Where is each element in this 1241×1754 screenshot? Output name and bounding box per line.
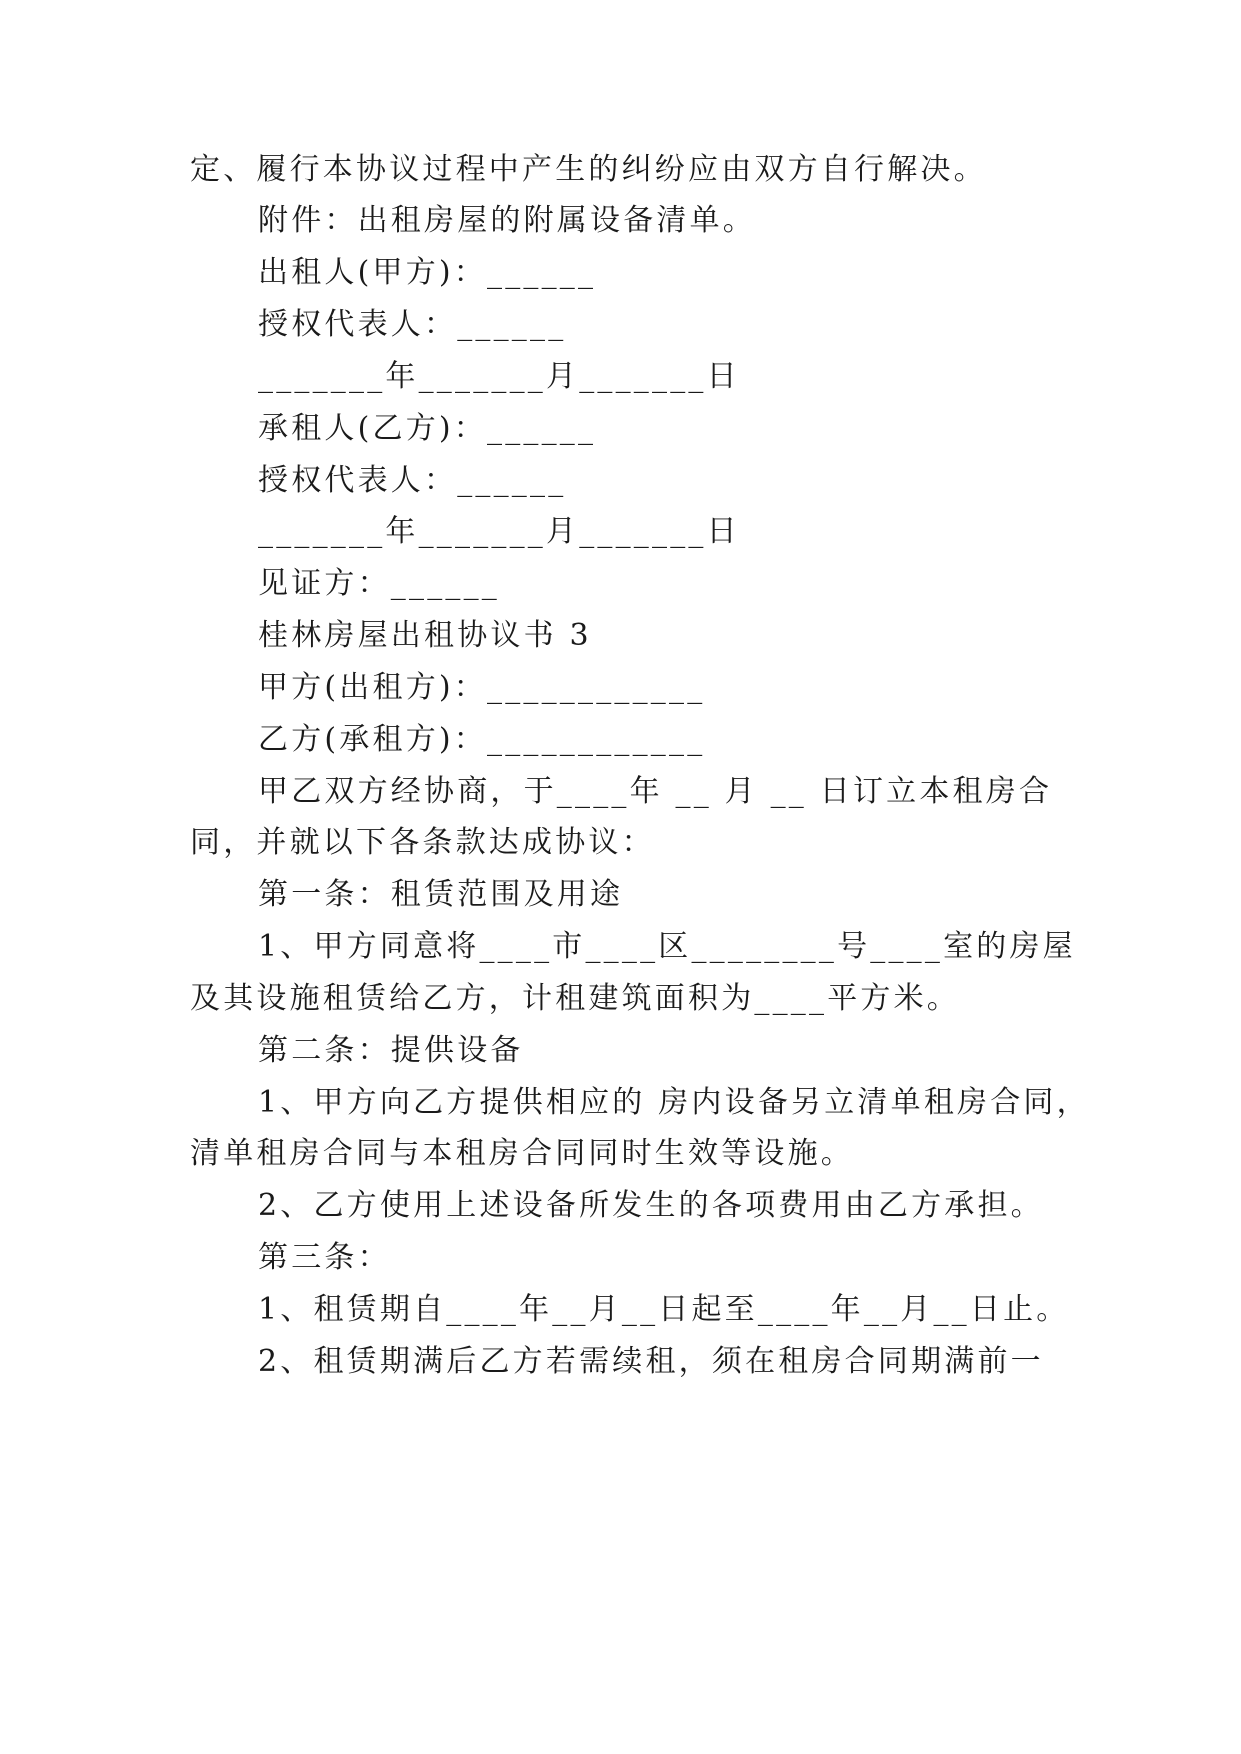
article-heading: 第一条：租赁范围及用途 <box>258 877 624 912</box>
text-line: 授权代表人：______ <box>258 463 567 498</box>
text-line: 1、甲方同意将____市____区________号____室的房屋 <box>258 929 1076 964</box>
text-line: 2、租赁期满后乙方若需续租，须在租房合同期满前一 <box>258 1344 1044 1379</box>
text-line: 授权代表人：______ <box>258 307 567 342</box>
text-line: 甲乙双方经协商，于____年 __ 月 __ 日订立本租房合 <box>258 774 1053 809</box>
text-line: 附件：出租房屋的附属设备清单。 <box>258 203 756 238</box>
text-line: 1、租赁期自____年__月__日起至____年__月__日止。 <box>258 1292 1070 1327</box>
article-heading: 第二条：提供设备 <box>258 1033 524 1068</box>
text-line: _______年_______月_______日 <box>258 514 740 549</box>
text-line: 2、乙方使用上述设备所发生的各项费用由乙方承担。 <box>258 1188 1044 1223</box>
text-line: 清单租房合同与本租房合同同时生效等设施。 <box>190 1136 854 1171</box>
text-line: 同，并就以下各条款达成协议： <box>190 825 655 860</box>
text-line: 承租人(乙方)：______ <box>258 411 597 446</box>
text-line: _______年_______月_______日 <box>258 359 740 394</box>
text-line: 乙方(承租方)：____________ <box>258 722 706 757</box>
article-heading: 第三条： <box>258 1240 391 1275</box>
text-line: 甲方(出租方)：____________ <box>258 670 706 705</box>
text-line: 1、甲方向乙方提供相应的 房内设备另立清单租房合同， <box>258 1085 1090 1120</box>
text-line: 及其设施租赁给乙方，计租建筑面积为____平方米。 <box>190 981 960 1016</box>
text-line: 定、履行本协议过程中产生的纠纷应由双方自行解决。 <box>190 152 987 187</box>
text-line: 出租人(甲方)：______ <box>258 255 597 290</box>
section-title: 桂林房屋出租协议书 3 <box>258 618 592 653</box>
text-line: 见证方：______ <box>258 566 500 601</box>
